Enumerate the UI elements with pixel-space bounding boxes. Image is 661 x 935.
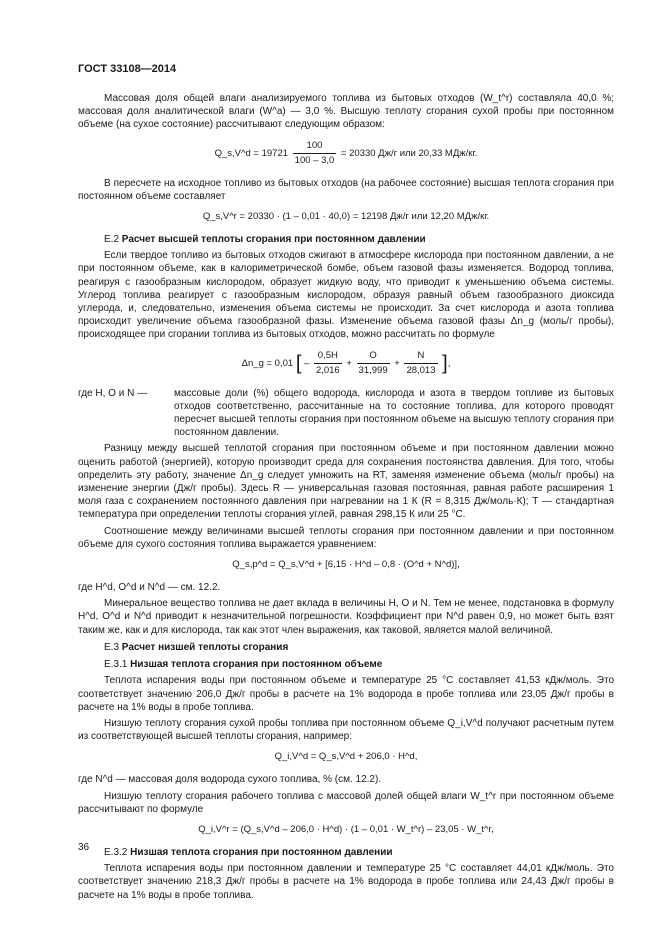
section-heading: Е.2 Расчет высшей теплоты сгорания при постоянном давлении (104, 234, 426, 246)
formula-dry-gross: Q_s,V^d = 19721 $\frac{100}{100 - 3,0}$ = 20330 Дж/г или 20,33 МДж/кг. (214, 139, 478, 166)
paragraph: Соотношение между величинами высшей теплоты сгорания при постоянном давлении и при постоянном объеме для сухого состояния топлива выражается уравнением: (78, 525, 614, 550)
subsection-heading: Е.3.2 Низшая теплота сгорания при постоянном давлении (104, 846, 393, 858)
where-clause: где H^d, O^d и N^d — см. 12.2. (78, 582, 221, 594)
formula-gas-volume-change: Δn_g = 0,01 [ – $\frac{0,5H}{2,016}$ + $\frac{O}{31,999}$ + $\frac{N}{28,013}$ ], (241, 349, 451, 376)
formula-constant-pressure: Q_s,p^d = Q_s,V^d + [6,15 · H^d – 0,8 · (O^d + N^d)], (232, 559, 460, 571)
paragraph: Низшую теплоту сгорания рабочего топлива с массовой долей общей влаги W_t^r при постоянном объеме рассчитывают по формуле (78, 790, 614, 815)
document-body (78, 92, 614, 905)
paragraph: В пересчете на исходное топливо из бытовых отходов (на рабочее состояние) высшая теплота сгорания при постоянном объеме составляет (78, 177, 614, 202)
paragraph: Низшую теплоту сгорания сухой пробы топлива при постоянном объеме Q_i,V^d получают расчетным путем из соответствующей высшей теплоты сгорания, например: (78, 717, 614, 743)
fraction: $\frac{O}{31,999}$ (358, 349, 388, 376)
fraction: $\frac{100}{100 - 3,0}$ (294, 139, 335, 166)
paragraph: Теплота испарения воды при постоянном объеме и температуре 25 °С составляет 41,53 кДж/моль. Это соответствует значению 206,0 Дж/г пробы в расчете на 1% водорода в пробе топлива или 23,05 Дж/г пробы в расчете на 1% воды в пробе топлива. (78, 675, 614, 713)
fraction: $\frac{N}{28,013}$ (406, 349, 436, 376)
section-heading: Е.3 Расчет низшей теплоты сгорания (104, 641, 289, 653)
fraction: $\frac{0,5H}{2,016}$ (315, 349, 340, 376)
subsection-heading: Е.3.1 Низшая теплота сгорания при постоянном объеме (104, 659, 383, 671)
formula-as-received-net: Q_i,V^r = (Q_s,V^d – 206,0 · H^d) · (1 – 0,01 · W_t^r) – 23,05 · W_t^r, (198, 823, 494, 835)
formula-as-received-gross: Q_s,V^r = 20330 · (1 – 0,01 · 40,0) = 12198 Дж/г или 12,20 МДж/кг. (202, 211, 490, 223)
paragraph: Разницу между высшей теплотой сгорания при постоянном объеме и при постоянном давлении можно оценить работой (энергией), которую производит среда для сохранения постоянства давления. Для того, чтобы определить эту работу, значение Δn_g следует умножить на RT, заменяя изменение объема (моль/г пробы) на изменение энергии (Дж/г пробы). Здесь R — универсальная газовая постоянная, равная работе расширения 1 моля газа с сохранением постоянного давления при нагревании на 1 К (R = 8,315 Дж/моль·К); T — стандартная температура при определении теплоты сгорания углей, равная 298,15 К или 25 °С. (78, 443, 614, 521)
formula-dry-net: Q_i,V^d = Q_s,V^d + 206,0 · H^d, (274, 751, 418, 763)
paragraph: Минеральное вещество топлива не дает вклада в величины H, O и N. Тем не менее, подстановка в формулу H^d, O^d и N^d приводит к незначительной погрешности. Коэффициент при N^d равен 0,9, но может быть взят таким же, как и для кислорода, так как этот член выражения, как таковой, является малой величиной. (78, 598, 614, 636)
paragraph: Массовая доля общей влаги анализируемого топлива из бытовых отходов (W_t^r) составляла 40,0 %; массовая доля аналитической влаги (W^a) — 3,0 %. Высшую теплоту сгорания сухой пробы при постоянном объеме (на сухое состояние) рассчитывают следующим образом: (78, 93, 614, 131)
standard-header: ГОСТ 33108—2014 (78, 63, 177, 75)
where-clause: где H, O и N — массовые доли (%) общего водорода, кислорода и азота в твердом топливе из бытовых отходов соответственно, рассчитанные на то состояние топлива, для которого проводят пересчет высшей теплоты сгорания при постоянном объеме на высшую теплоту сгорания при постоянном давлении. (78, 387, 614, 439)
paragraph: Если твердое топливо из бытовых отходов сжигают в атмосфере кислорода при постоянном давлении, а не при постоянном объеме, как в калориметрической бомбе, объем газовой фазы изменяется. Водород топлива, реагируя с газообразным кислородом, образует жидкую воду, что приводит к уменьшению объема системы. Углерод топлива реагирует с газообразным кислородом, образуя равный объем газообразного диоксида углерода, и, следовательно, изменения объема системы не происходит. За счет кислорода и азота топлива происходит увеличение объема газообразной фазы. Изменение объема газовой фазы Δn_g (моль/г пробы), происходящее при сгорании топлива из бытовых отходов, можно рассчитать по формуле (78, 250, 614, 341)
where-clause: где N^d — массовая доля водорода сухого топлива, % (см. 12.2). (78, 774, 382, 786)
paragraph: Теплота испарения воды при постоянном давлении и температуре 25 °С составляет 44,01 кДж/моль. Это соответствует значению 218,3 Дж/г пробы в расчете на 1% водорода в пробе топлива или 24,43 Дж/г пробы в расчете на 1% воды в пробе топлива. (78, 863, 614, 901)
page-number: 36 (78, 842, 90, 853)
